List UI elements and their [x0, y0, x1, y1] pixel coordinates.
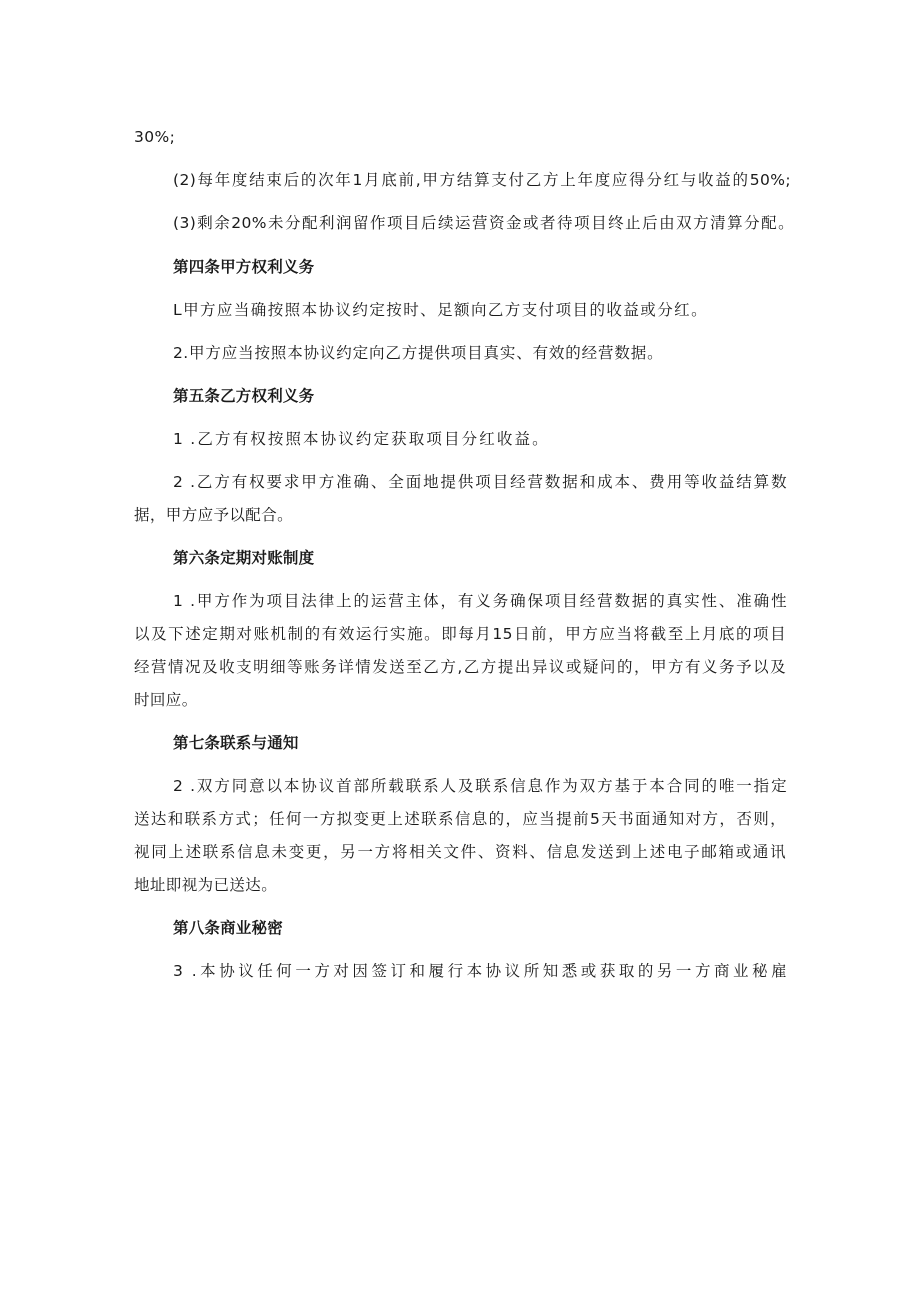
- section-heading: 第五条乙方权利义务: [173, 387, 315, 405]
- paragraph-line: 2 .双方同意以本协议首部所载联系人及联系信息作为双方基于本合同的唯一指定: [173, 777, 787, 795]
- paragraph-line: 1 .乙方有权按照本协议约定获取项目分红收益。: [173, 430, 548, 448]
- paragraph-line: 30%;: [134, 128, 176, 146]
- section-heading: 第六条定期对账制度: [173, 549, 315, 567]
- paragraph-line: 3 .本协议任何一方对因签订和履行本协议所知悉或获取的另一方商业秘雇: [173, 962, 787, 980]
- paragraph-line: 视同上述联系信息未变更，另一方将相关文件、资料、信息发送到上述电子邮箱或通讯: [134, 843, 786, 861]
- paragraph-line: 以及下述定期对账机制的有效运行实施。即每月15日前，甲方应当将截至上月底的项目: [134, 625, 786, 643]
- paragraph-line: 1 .甲方作为项目法律上的运营主体，有义务确保项目经营数据的真实性、准确性: [173, 592, 787, 610]
- section-heading: 第八条商业秘密: [173, 919, 283, 937]
- section-heading: 第四条甲方权利义务: [173, 258, 315, 276]
- paragraph-line: 2 .乙方有权要求甲方准确、全面地提供项目经营数据和成本、费用等收益结算数: [173, 473, 787, 491]
- paragraph-line: 地址即视为已送达。: [134, 876, 278, 894]
- paragraph-line: 2.甲方应当按照本协议约定向乙方提供项目真实、有效的经营数据。: [173, 344, 663, 362]
- paragraph-line: 时回应。: [134, 691, 198, 709]
- paragraph-line: 经营情况及收支明细等账务详情发送至乙方,乙方提出异议或疑问的，甲方有义务予以及: [134, 658, 786, 676]
- section-heading: 第七条联系与通知: [173, 734, 299, 752]
- paragraph-line: 据，甲方应予以配合。: [134, 506, 294, 524]
- paragraph-line: L甲方应当确按照本协议约定按时、足额向乙方支付项目的收益或分红。: [173, 301, 707, 319]
- paragraph-line: 送达和联系方式；任何一方拟变更上述联系信息的，应当提前5天书面通知对方，否则，: [134, 810, 786, 828]
- paragraph-line: (3)剩余20%未分配利润留作项目后续运营资金或者待项目终止后由双方清算分配。: [173, 214, 794, 232]
- paragraph-line: (2)每年度结束后的次年1月底前,甲方结算支付乙方上年度应得分红与收益的50%;: [173, 171, 791, 189]
